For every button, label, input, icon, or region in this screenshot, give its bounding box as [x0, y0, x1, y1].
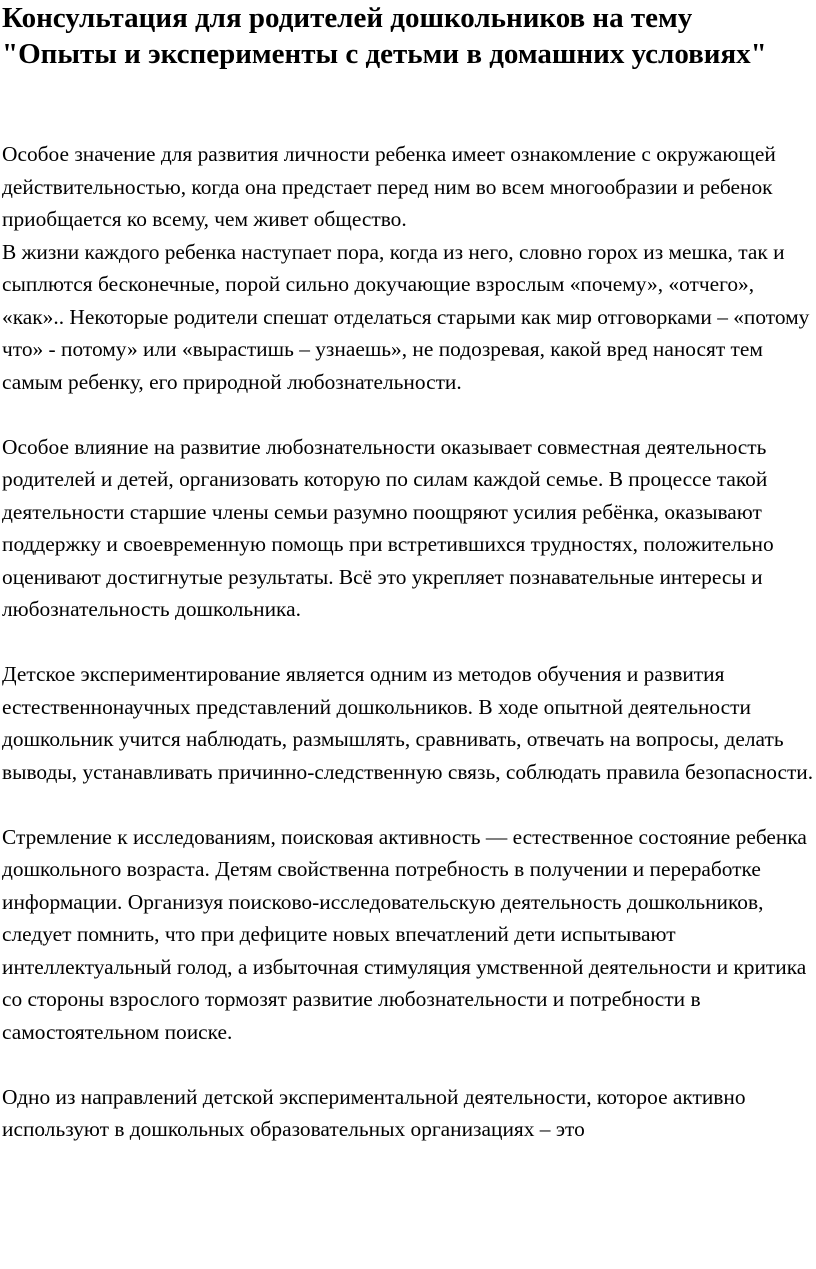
- paragraph-6: Одно из направлений детской экспериментальной деятельности, которое активно используют в дошкольных образовательных организациях – это: [2, 1084, 746, 1141]
- paragraph-spacer: [2, 626, 814, 659]
- paragraph-spacer: [2, 1048, 814, 1081]
- paragraph-5: Стремление к исследованиям, поисковая активность — естественное состояние ребенка дошкольного возраста. Детям свойственна потребность в получении и переработке информации. Организуя поисково-исследовательскую деятельность дошкольников, следует помнить, что при дефиците новых впечатлений дети испытывают интеллектуальный голод, а избыточная стимуляция умственной деятельности и критика со стороны взрослого тормозят развитие любознательности и потребности в самостоятельном поиске.: [2, 824, 807, 1044]
- page-title: Консультация для родителей дошкольников на тему "Опыты и эксперименты с детьми в домашних условиях": [2, 2, 767, 70]
- paragraph-1: Особое значение для развития личности ребенка имеет ознакомление с окружающей действительностью, когда она предстает перед ним во всем многообразии и ребенок приобщается ко всему, чем живет общество.: [2, 142, 776, 231]
- paragraph-spacer: [2, 398, 814, 431]
- paragraph-4: Детское экспериментирование является одним из методов обучения и развития естественнонаучных представлений дошкольников. В ходе опытной деятельности дошкольник учится наблюдать, размышлять, сравнивать, отвечать на вопросы, делать выводы, устанавливать причинно-следственную связь, соблюдать правила безопасности.: [2, 662, 814, 784]
- paragraph-2: В жизни каждого ребенка наступает пора, когда из него, словно горох из мешка, так и сыплются бесконечные, порой сильно докучающие взрослым «почему», «отчего», «как».. Некоторые родители спешат отделаться старыми как мир отговорками – «потому что» - потому» или «вырастишь – узнаешь», не подозревая, какой вред наносят тем самым ребенку, его природной любознательности.: [2, 239, 810, 394]
- document-body: [2, 138, 814, 1146]
- paragraph-spacer: [2, 788, 814, 821]
- paragraph-3: Особое влияние на развитие любознательности оказывает совместная деятельность родителей и детей, организовать которую по силам каждой семье. В процессе такой деятельности старшие члены семьи разумно поощряют усилия ребёнка, оказывают поддержку и своевременную помощь при встретившихся трудностях, положительно оценивают достигнутые результаты. Всё это укрепляет познавательные интересы и любознательность дошкольника.: [2, 434, 774, 621]
